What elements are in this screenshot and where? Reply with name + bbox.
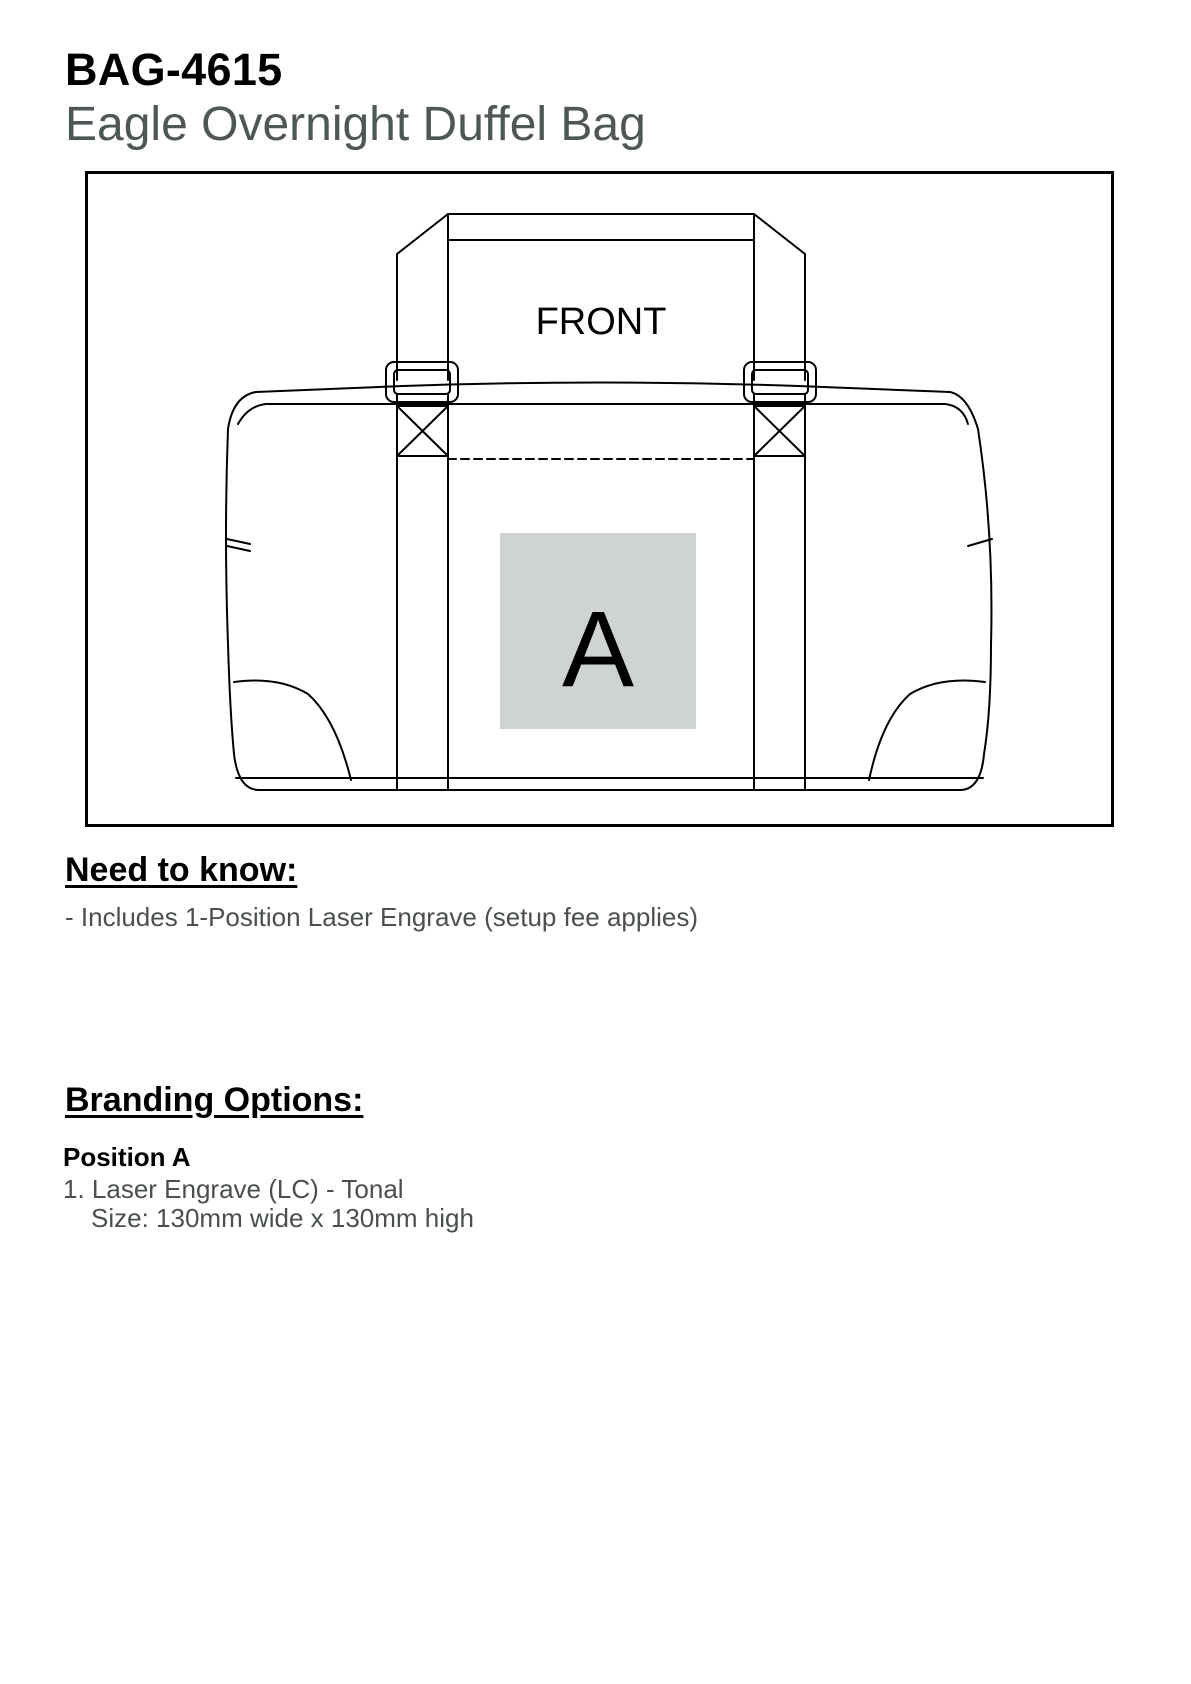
front-view-label: FRONT <box>535 301 667 343</box>
branding-options-heading: Branding Options: <box>65 1081 364 1119</box>
branding-size: Size: 130mm wide x 130mm high <box>91 1203 474 1233</box>
position-a-label: Position A <box>63 1142 191 1172</box>
left-corner-panel <box>234 681 351 781</box>
duffel-bag-drawing <box>88 174 1111 824</box>
left-buckle-inner <box>394 370 450 394</box>
left-side-seam-2 <box>227 546 250 551</box>
right-strap-box <box>754 406 805 456</box>
right-strap <box>754 394 805 790</box>
product-diagram <box>85 171 1114 827</box>
handle-outline <box>397 214 805 380</box>
left-side-seam <box>227 539 250 544</box>
bag-top-seam <box>238 404 968 424</box>
left-strap <box>397 394 448 790</box>
right-side-seam <box>968 539 992 546</box>
product-sku: BAG-4615 <box>65 44 283 95</box>
position-a-marker: A <box>561 588 635 709</box>
need-to-know-item: - Includes 1-Position Laser Engrave (setup fee applies) <box>65 902 699 932</box>
right-buckle-inner <box>752 370 808 394</box>
need-to-know-heading: Need to know: <box>65 851 298 889</box>
product-name: Eagle Overnight Duffel Bag <box>65 98 646 151</box>
right-corner-panel <box>869 681 985 781</box>
left-strap-box <box>397 406 448 456</box>
branding-method: 1. Laser Engrave (LC) - Tonal <box>63 1174 404 1204</box>
